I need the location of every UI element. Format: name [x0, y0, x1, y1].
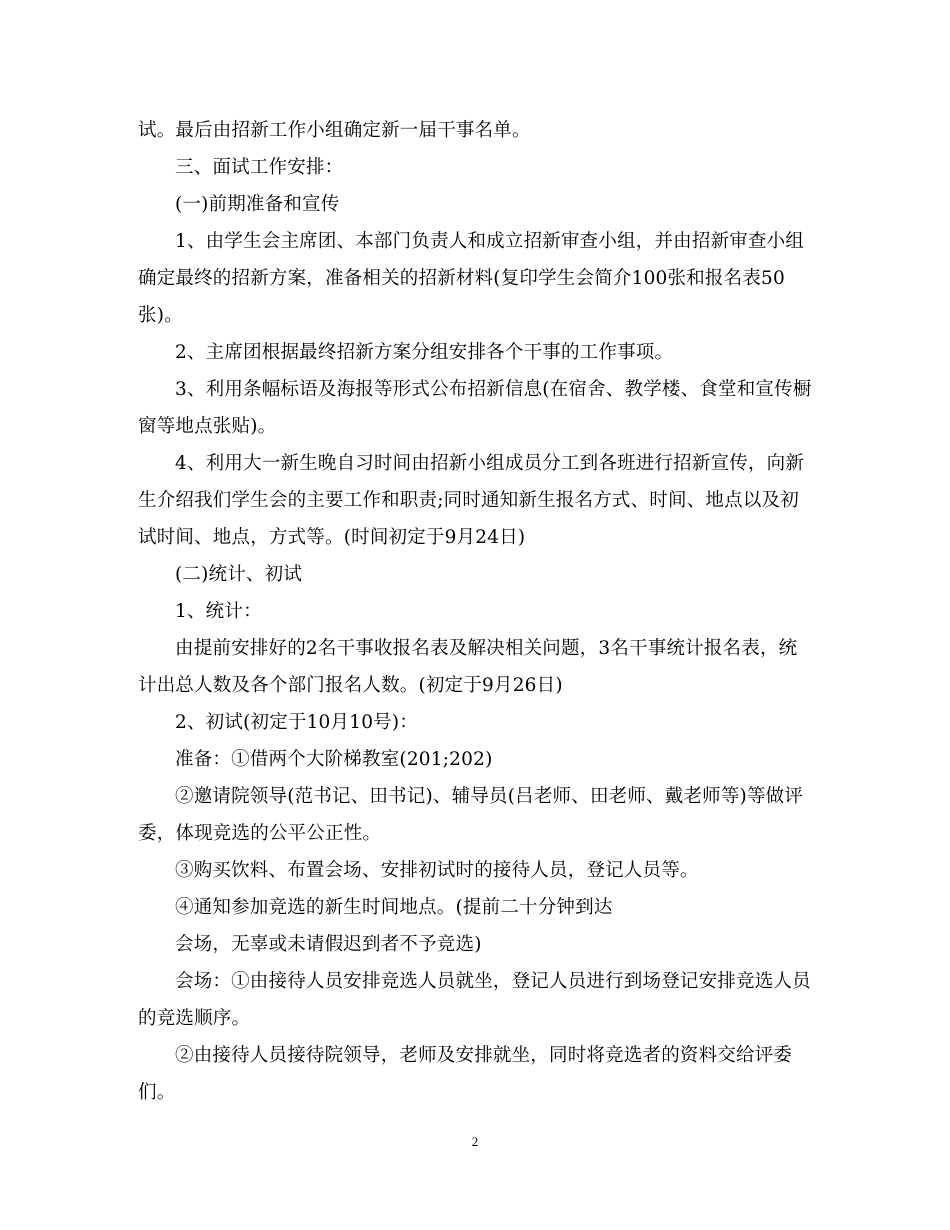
text-line: 会场：①由接待人员安排竞选人员就坐，登记人员进行到场登记安排竞选人员	[175, 971, 811, 992]
text-line: 2、主席团根据最终招新方案分组安排各个干事的工作事项。	[175, 342, 674, 363]
text-line: 的竞选顺序。	[138, 1008, 251, 1029]
text-line: 1、由学生会主席团、本部门负责人和成立招新审查小组，并由招新审查小组	[175, 231, 805, 252]
text-line: ④通知参加竞选的新生时间地点。(提前二十分钟到达	[175, 897, 613, 918]
text-line: 4、利用大一新生晚自习时间由招新小组成员分工到各班进行招新宣传，向新	[175, 453, 805, 474]
text-line: ③购买饮料、布置会场、安排初试时的接待人员，登记人员等。	[175, 860, 699, 881]
text-line: 1、统计：	[175, 601, 262, 622]
text-line: 们。	[138, 1082, 176, 1103]
text-line: 计出总人数及各个部门报名人数。(初定于9月26日)	[138, 675, 563, 696]
subsection-heading: (二)统计、初试	[175, 564, 303, 585]
text-line: 2、初试(初定于10月10号)：	[175, 712, 418, 733]
text-line: 张)。	[138, 305, 183, 326]
text-line: 生介绍我们学生会的主要工作和职责;同时通知新生报名方式、时间、地点以及初	[138, 490, 799, 511]
text-line: 窗等地点张贴)。	[138, 416, 277, 437]
text-line: ②邀请院领导(范书记、田书记)、辅导员(吕老师、田老师、戴老师等)等做评	[175, 786, 804, 807]
text-line: 由提前安排好的2名干事收报名表及解决相关问题，3名干事统计报名表，统	[175, 638, 798, 659]
section-heading: 三、面试工作安排：	[175, 157, 344, 178]
subsection-heading: (一)前期准备和宣传	[175, 194, 340, 215]
text-line: 委，体现竞选的公平公正性。	[138, 823, 382, 844]
document-body	[138, 112, 818, 1111]
text-line: 会场，无辜或未请假迟到者不予竞选)	[175, 934, 482, 955]
text-line: 确定最终的招新方案，准备相关的招新材料(复印学生会简介100张和报名表50	[138, 268, 785, 289]
text-line: 准备：①借两个大阶梯教室(201;202)	[175, 749, 493, 770]
text-line: ②由接待人员接待院领导，老师及安排就坐，同时将竞选者的资料交给评委	[175, 1045, 793, 1066]
page-number: 2	[471, 1134, 479, 1149]
text-line: 试时间、地点，方式等。(时间初定于9月24日)	[138, 527, 526, 548]
text-line: 试。最后由招新工作小组确定新一届干事名单。	[138, 120, 531, 141]
text-line: 3、利用条幅标语及海报等形式公布招新信息(在宿舍、教学楼、食堂和宣传橱	[175, 379, 812, 400]
